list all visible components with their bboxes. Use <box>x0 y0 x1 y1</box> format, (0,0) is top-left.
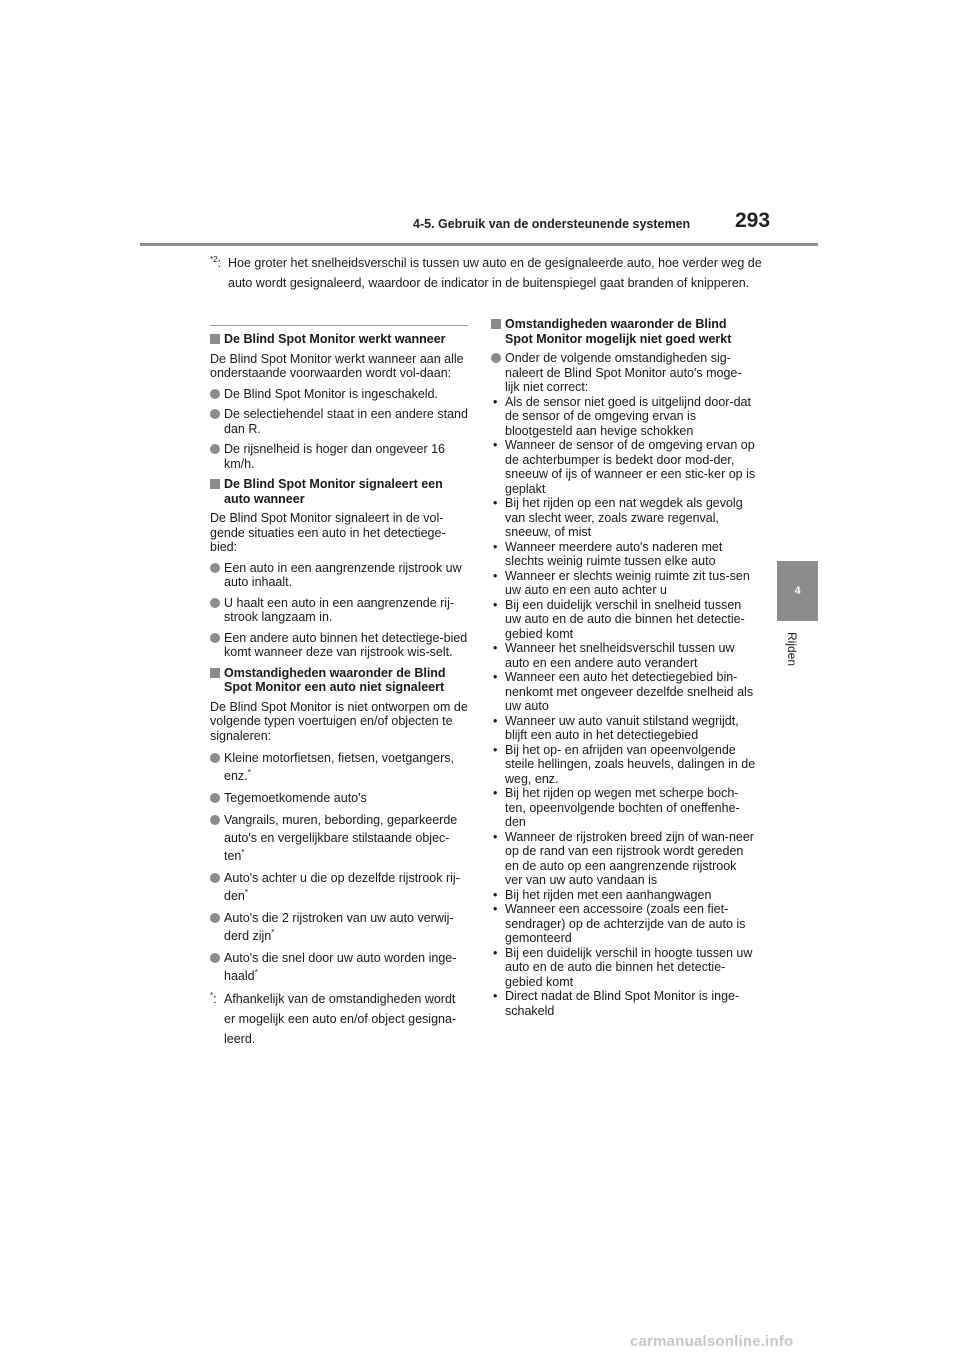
column-footnote <box>210 989 468 1049</box>
sub-list-item: • Bij het rijden met een aanhangwagen <box>491 888 756 903</box>
sub-list-item: • Bij een duidelijk verschil in hoogte tussen uw auto en de auto die binnen het detectie-gebied komt <box>491 946 756 990</box>
list-item: De Blind Spot Monitor is ingeschakeld. <box>210 387 468 402</box>
header-rule <box>140 243 818 246</box>
section-heading: De Blind Spot Monitor werkt wanneer <box>210 332 468 347</box>
section-heading: Omstandigheden waaronder de Blind Spot Monitor mogelijk niet goed werkt <box>491 317 756 346</box>
sub-list-item: • Direct nadat de Blind Spot Monitor is inge-schakeld <box>491 989 756 1018</box>
sub-list-item: • Wanneer meerdere auto's naderen met slechts weinig ruimte tussen elke auto <box>491 540 756 569</box>
chapter-number: 4 <box>794 585 801 597</box>
section-heading: Omstandigheden waaronder de Blind Spot Monitor een auto niet signaleert <box>210 666 468 695</box>
list-item: Tegemoetkomende auto's <box>210 789 468 807</box>
section-heading: De Blind Spot Monitor signaleert een auto wanneer <box>210 477 468 506</box>
chapter-tab[interactable] <box>777 561 818 621</box>
list-item: Onder de volgende omstandigheden sig-naleert de Blind Spot Monitor auto's moge-lijk niet correct: <box>491 351 756 395</box>
paragraph: De Blind Spot Monitor is niet ontworpen om de volgende typen voertuigen en/of objecten te signaleren: <box>210 699 468 743</box>
list-item: Kleine motorfietsen, fietsen, voetgangers, enz.* <box>210 749 468 785</box>
sub-list-item: • Wanneer een accessoire (zoals een fiet-sendrager) op de achterzijde van de auto is gemonteerd <box>491 902 756 946</box>
left-column <box>210 325 468 1049</box>
sub-list-item: • Bij een duidelijk verschil in snelheid tussen uw auto en de auto die binnen het detectie-gebied komt <box>491 598 756 642</box>
footnote-mark: $^{*2}$: <box>210 254 222 270</box>
section-divider <box>210 325 468 326</box>
footnote-mark: *: <box>210 990 217 1006</box>
footnote-text: Hoe groter het snelheidsverschil is tussen uw auto en de gesignaleerde auto, hoe verder weg de auto wordt gesignaleerd, waardoor de indicator in de buitenspiegel gaat branden of knipperen. <box>228 256 762 290</box>
sub-list-item: • Bij het rijden op een nat wegdek als gevolg van slecht weer, zoals zware regenval, sneeuw, of mist <box>491 496 756 540</box>
sub-list-item: • Wanneer er slechts weinig ruimte zit tus-sen uw auto en een auto achter u <box>491 569 756 598</box>
paragraph: De Blind Spot Monitor werkt wanneer aan alle onderstaande voorwaarden wordt vol-daan: <box>210 351 464 380</box>
list-item: Een auto in een aangrenzende rijstrook uw auto inhaalt. <box>210 561 468 590</box>
footnote-text: Afhankelijk van de omstandigheden wordt er mogelijk een auto en/of object gesigna-leerd. <box>224 992 457 1046</box>
chapter-label: Rijden <box>785 632 799 667</box>
list-item: Auto's die 2 rijstroken van uw auto verwij-derd zijn* <box>210 909 468 945</box>
list-item: De rijsnelheid is hoger dan ongeveer 16 km/h. <box>210 442 468 471</box>
sub-list-item: • Bij het rijden op wegen met scherpe boch-ten, opeenvolgende bochten of oneffenhe-den <box>491 786 756 830</box>
list-item: Auto's achter u die op dezelfde rijstrook rij-den* <box>210 869 468 905</box>
list-item: Auto's die snel door uw auto worden inge-haald* <box>210 949 468 985</box>
list-item: U haalt een auto in een aangrenzende rij-strook langzaam in. <box>210 596 468 625</box>
list-item: De selectiehendel staat in een andere stand dan R. <box>210 407 468 436</box>
right-column <box>491 317 756 1018</box>
top-footnote <box>210 253 765 293</box>
sub-list-item: • Als de sensor niet goed is uitgelijnd door-dat de sensor of de omgeving ervan is blootgesteld aan hevige schokken <box>491 395 756 439</box>
sub-list-item: • Wanneer de rijstroken breed zijn of wan-neer op de rand van een rijstrook wordt gereden en de auto op een aangrenzende rijstrook ver van uw auto vandaan is <box>491 830 756 888</box>
list-item: Vangrails, muren, bebording, geparkeerde auto's en vergelijkbare stilstaande objec-ten* <box>210 811 468 865</box>
watermark: carmanualsonline.info <box>630 1333 794 1350</box>
sub-list-item: • Bij het op- en afrijden van opeenvolgende steile hellingen, zoals heuvels, dalingen in de weg, enz. <box>491 743 756 787</box>
section-title: 4-5. Gebruik van de ondersteunende systemen <box>413 217 691 231</box>
page-number: 293 <box>735 209 771 232</box>
list-item: Een andere auto binnen het detectiege-bied komt wanneer deze van rijstrook wis-selt. <box>210 631 468 660</box>
sub-list-item: • Wanneer het snelheidsverschil tussen uw auto en een andere auto verandert <box>491 641 756 670</box>
sub-list-item: • Wanneer uw auto vanuit stilstand wegrijdt, blijft een auto in het detectiegebied <box>491 714 756 743</box>
paragraph: De Blind Spot Monitor signaleert in de vol-gende situaties een auto in het detectiege-bied: <box>210 511 446 554</box>
sub-list-item: • Wanneer een auto het detectiegebied bin-nenkomt met ongeveer dezelfde snelheid als uw auto <box>491 670 756 714</box>
sub-list-item: • Wanneer de sensor of de omgeving ervan op de achterbumper is bedekt door mod-der, sneeuw of ijs of wanneer er een stic-ker op is geplakt <box>491 438 756 496</box>
